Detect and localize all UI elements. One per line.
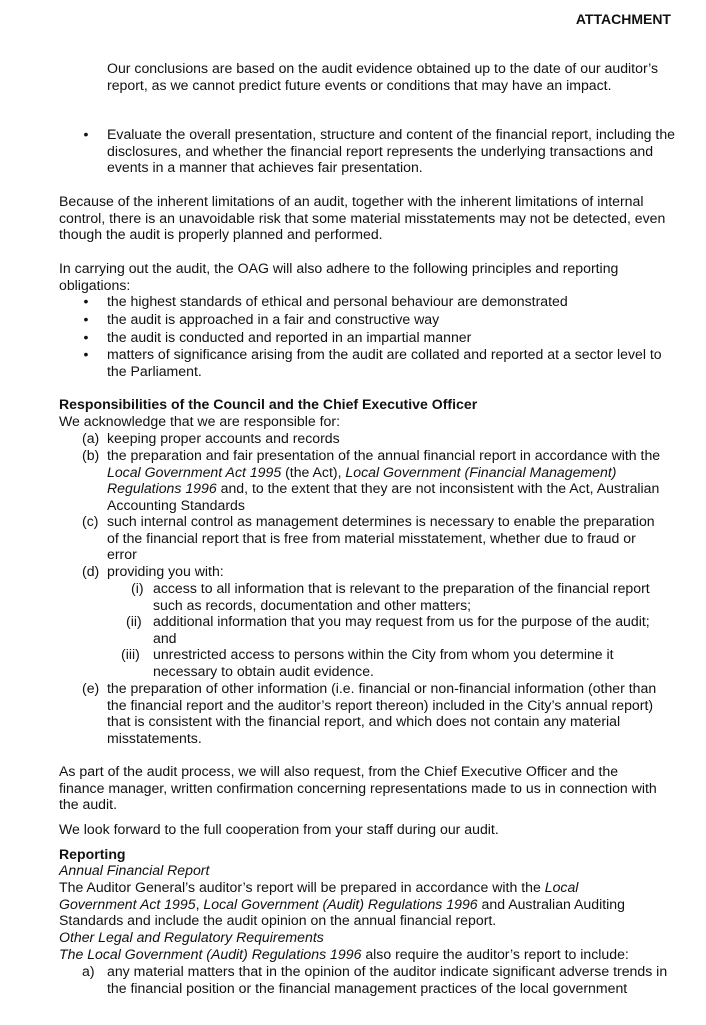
bullet: • xyxy=(83,329,89,345)
principles-intro: In carrying out the audit, the OAG will also adhere to the following principles and reporting obligations: xyxy=(59,260,619,293)
reporting-subheading: Annual Financial Report xyxy=(59,862,210,878)
principle-item: matters of significance arising from the audit are collated and reported at a sector level to the Parliament. xyxy=(107,346,662,379)
responsibility-c: such internal control as management determines is necessary to enable the preparation of the financial report that is free from material misstatement, whether due to fraud or error xyxy=(107,513,655,562)
responsibility-a: keeping proper accounts and records xyxy=(107,430,340,446)
reporting-subheading: Other Legal and Regulatory Requirements xyxy=(59,929,324,945)
principle-item: the audit is approached in a fair and constructive way xyxy=(107,311,440,327)
intro-paragraph: Our conclusions are based on the audit evidence obtained up to the date of our auditor’s report, as we cannot predict future events or conditions that may have an impact. xyxy=(107,60,659,93)
evaluate-bullet-text: Evaluate the overall presentation, structure and content of the financial report, including the disclosures, and whether the financial report represents the underlying transactions and events in a manner that achieves fair presentation. xyxy=(107,126,676,175)
list-marker: a) xyxy=(82,963,95,979)
responsibilities-heading: Responsibilities of the Council and the Chief Executive Officer xyxy=(59,396,478,412)
list-marker: (c) xyxy=(82,513,99,529)
reporting-heading: Reporting xyxy=(59,846,126,862)
list-marker: (b) xyxy=(82,447,100,463)
list-marker: (a) xyxy=(82,430,100,446)
regulations-paragraph: The Local Government (Audit) Regulations 1996 also require the auditor’s report to include: xyxy=(59,946,629,962)
responsibility-e: the preparation of other information (i.e. financial or non-financial information (other than the financial report and the auditor’s report thereon) included in the City’s annual report) that is consistent with the financial report, and which does not contain any material misstatements. xyxy=(107,680,657,746)
responsibility-b: the preparation and fair presentation of the annual financial report in accordance with the Local Government Act 1995 (the Act), Local Government (Financial Management) Regulations 1996 and, to the extent that they are not inconsistent with the Act, Australian Accounting Standards xyxy=(107,447,661,513)
responsibility-d: providing you with: xyxy=(107,563,224,579)
principle-item: the audit is conducted and reported in an impartial manner xyxy=(107,329,472,345)
reporting-item-a: any material matters that in the opinion of the auditor indicate significant adverse trends in the financial position or the financial management practices of the local government xyxy=(107,963,668,996)
process-paragraph: As part of the audit process, we will also request, from the Chief Executive Officer and the finance manager, written confirmation concerning representations made to us in connection with the audit. xyxy=(59,763,657,812)
reporting-paragraph: The Auditor General’s auditor’s report will be prepared in accordance with the Local Government Act 1995, Local Government (Audit) Regulations 1996 and Australian Auditing Standards and include the audit opinion on the annual financial report. xyxy=(59,879,625,928)
bullet: • xyxy=(83,293,89,309)
responsibilities-intro: We acknowledge that we are responsible for: xyxy=(59,413,340,429)
list-marker: (d) xyxy=(82,563,100,579)
bullet: • xyxy=(83,126,89,142)
bullet: • xyxy=(83,311,89,327)
list-marker: (ii) xyxy=(126,613,142,629)
list-marker: (e) xyxy=(82,680,100,696)
responsibility-d-i: access to all information that is relevant to the preparation of the financial report such as records, documentation and other matters; xyxy=(153,580,650,613)
cooperation-paragraph: We look forward to the full cooperation from your staff during our audit. xyxy=(59,821,499,837)
limitations-paragraph: Because of the inherent limitations of an audit, together with the inherent limitations of internal control, there is an unavoidable risk that some material misstatements may not be detected, even though the audit is properly planned and performed. xyxy=(59,193,666,242)
list-marker: (i) xyxy=(131,580,144,596)
principle-item: the highest standards of ethical and personal behaviour are demonstrated xyxy=(107,293,568,309)
list-marker: (iii) xyxy=(121,646,140,662)
attachment-header: ATTACHMENT xyxy=(575,11,671,27)
responsibility-d-iii: unrestricted access to persons within the City from whom you determine it necessary to obtain audit evidence. xyxy=(153,646,614,679)
bullet: • xyxy=(83,346,89,362)
responsibility-d-ii: additional information that you may request from us for the purpose of the audit; and xyxy=(153,613,650,646)
